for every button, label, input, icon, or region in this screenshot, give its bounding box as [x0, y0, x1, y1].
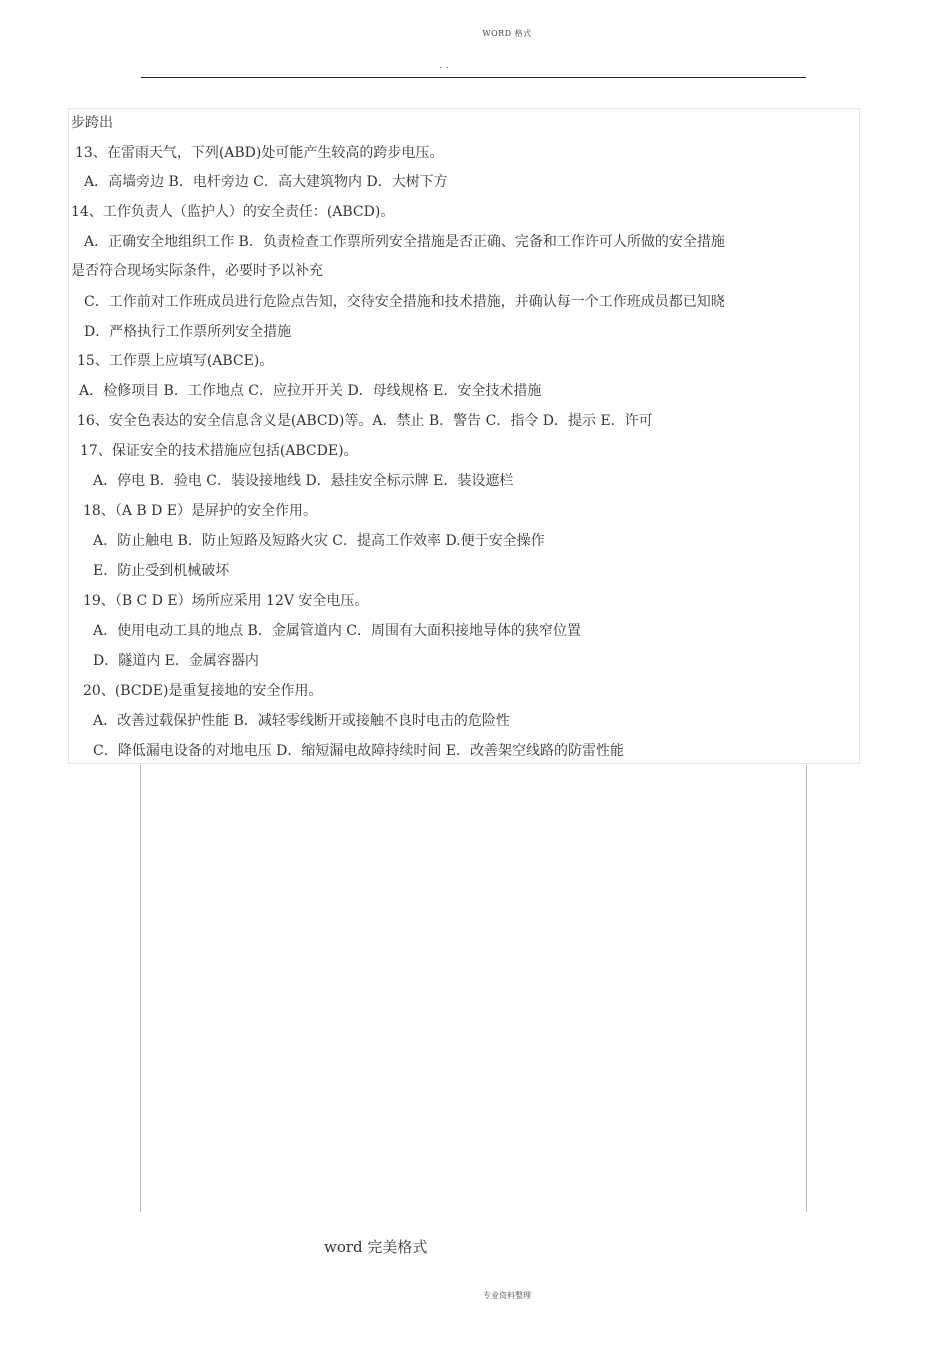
- page-frame-left-border: [140, 765, 141, 1212]
- question-18-option-e: E．防止受到机械破坏: [93, 563, 230, 579]
- question-14-option-c: C．工作前对工作班成员进行危险点告知，交待安全措施和技术措施，并确认每一个工作班成员都已知晓: [84, 294, 725, 310]
- question-20-options: A．改善过载保护性能 B．减轻零线断开或接触不良时电击的危险性: [93, 713, 510, 729]
- question-17: 17、保证安全的技术措施应包括(ABCDE)。: [80, 443, 358, 459]
- question-18: 18、（A B D E）是屏护的安全作用。: [83, 503, 318, 519]
- question-13-options: A．高墙旁边 B．电杆旁边 C．高大建筑物内 D．大树下方: [84, 174, 448, 190]
- question-20: 20、(BCDE)是重复接地的安全作用。: [83, 683, 323, 699]
- page-header-label: WORD 格式: [482, 29, 532, 38]
- question-14: 14、工作负责人（监护人）的安全责任：(ABCD)。: [71, 204, 395, 220]
- question-18-options: A．防止触电 B．防止短路及短路火灾 C．提高工作效率 D.便于安全操作: [93, 533, 545, 549]
- question-16: 16、安全色表达的安全信息含义是(ABCD)等。A．禁止 B．警告 C．指令 D．提示 E．许可: [77, 413, 653, 429]
- page-footer-label: 专业资料整理: [483, 1291, 531, 1300]
- text-line-continuation: 步跨出: [71, 115, 113, 131]
- question-14-option-a-b: A．正确安全地组织工作 B．负责检查工作票所列安全措施是否正确、完备和工作许可人所做的安全措施: [84, 234, 725, 250]
- question-19-options: A．使用电动工具的地点 B．金属管道内 C．周围有大面积接地导体的狭窄位置: [93, 623, 582, 639]
- header-dots: . .: [439, 60, 449, 71]
- question-15: 15、工作票上应填写(ABCE)。: [77, 353, 274, 369]
- footer-title: word 完美格式: [324, 1238, 428, 1256]
- question-14-option-d: D．严格执行工作票所列安全措施: [84, 324, 292, 340]
- question-20-options-cont: C．降低漏电设备的对地电压 D．缩短漏电故障持续时间 E．改善架空线路的防雷性能: [93, 743, 625, 759]
- question-19: 19、（B C D E）场所应采用 12V 安全电压。: [83, 593, 369, 609]
- question-19-options-cont: D．隧道内 E．金属容器内: [93, 653, 259, 669]
- header-rule: [141, 77, 806, 78]
- question-15-options: A．检修项目 B．工作地点 C．应拉开开关 D．母线规格 E．安全技术措施: [79, 383, 542, 399]
- page-frame-right-border: [806, 765, 807, 1212]
- question-14-option-b-cont: 是否符合现场实际条件，必要时予以补充: [71, 263, 323, 279]
- question-17-options: A．停电 B．验电 C．装设接地线 D．悬挂安全标示牌 E．装设遮栏: [93, 473, 514, 489]
- question-13: 13、在雷雨天气，下列(ABD)处可能产生较高的跨步电压。: [75, 145, 444, 161]
